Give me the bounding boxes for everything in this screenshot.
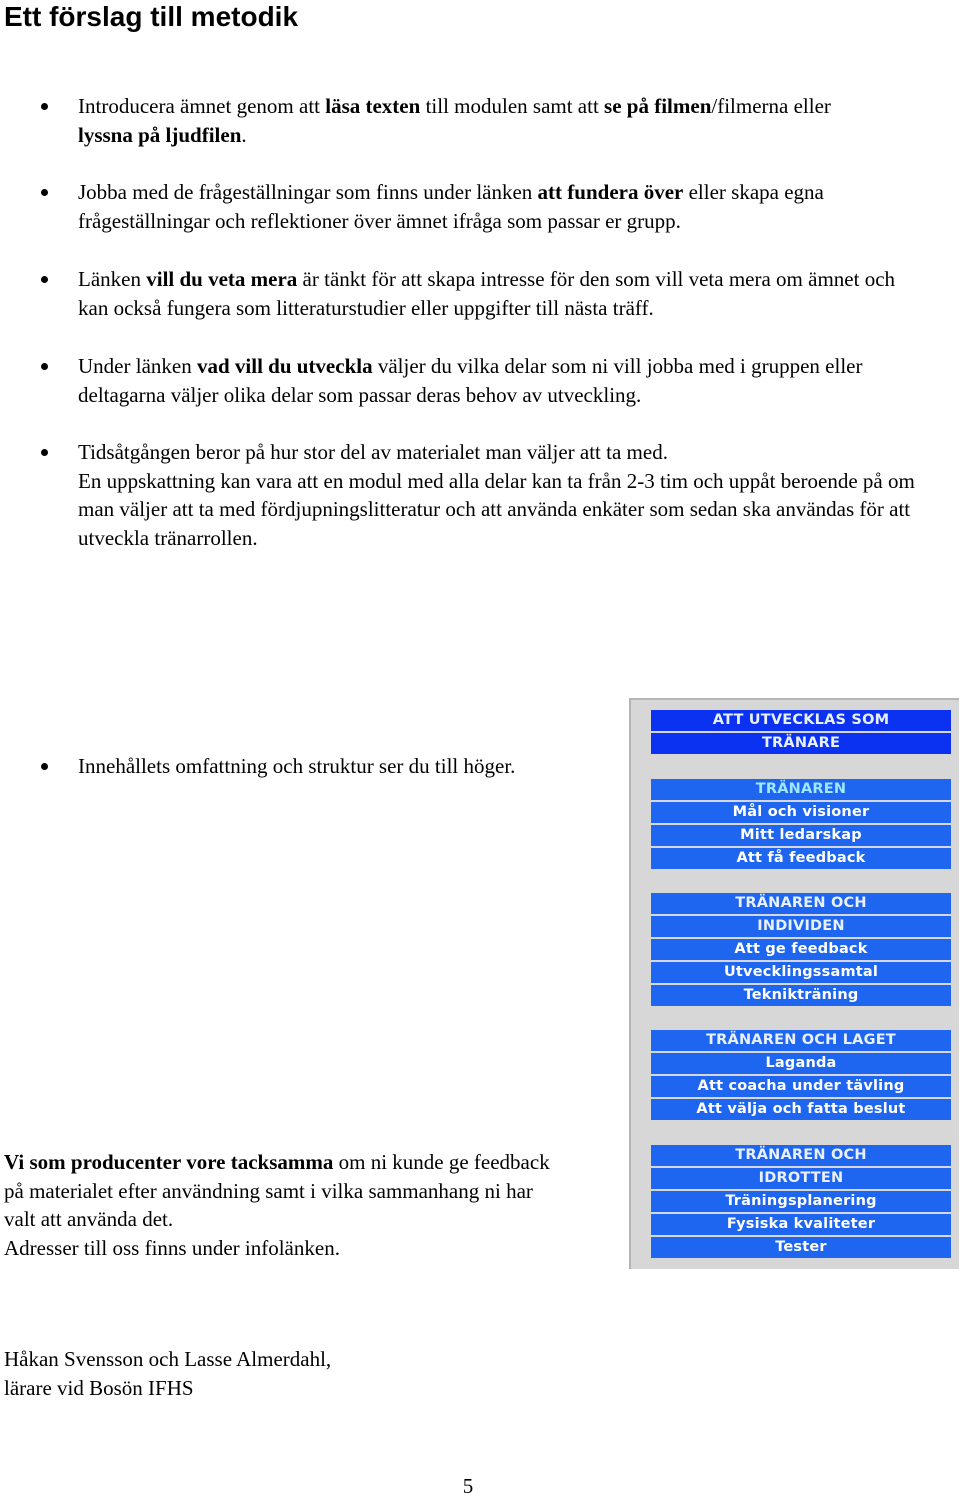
bullet-text-run: Länken [78,267,147,291]
bullet-dot [41,449,48,456]
bullet-text-run: Introducera ämnet genom att [78,94,326,118]
feedback-bold: Vi som producenter vore tacksamma [4,1150,334,1174]
menu-section-heading[interactable]: TRÄNAREN OCH [651,1145,951,1168]
bullet-text [78,438,920,552]
bullet-emphasis[interactable]: se på filmen [604,94,712,118]
authors-line2: lärare vid Bosön IFHS [4,1375,194,1400]
bullet-text-run: . [241,122,247,147]
menu-group [651,1030,951,1122]
menu-group [651,710,951,756]
module-navigation-menu [629,698,959,1269]
menu-link[interactable]: Att coacha under tävling [651,1076,951,1099]
bullet-emphasis[interactable]: läsa texten [325,94,421,118]
feedback-text: om ni kunde ge feedback på materialet efter användning samt i vilka sammanhang ni har valt att använda det. [4,1150,550,1232]
bullet-emphasis[interactable]: att fundera över [537,180,684,204]
bullet-emphasis[interactable]: lyssna på ljudfilen [78,122,242,147]
bullet-item [0,178,900,235]
bullet-emphasis[interactable]: vill du veta mera [146,267,298,291]
menu-link[interactable]: Att få feedback [651,848,951,871]
menu-link[interactable]: Teknikträning [651,985,951,1008]
menu-link[interactable]: Träningsplanering [651,1191,951,1214]
bullet-text [78,265,930,322]
bullet-text-run: /filmerna eller [711,94,831,118]
bullet-dot [41,276,48,283]
authors-line1: Håkan Svensson och Lasse Almerdahl, [4,1347,332,1371]
menu-link[interactable]: Utvecklingssamtal [651,962,951,985]
bullet-text-run: Under länken [78,354,197,378]
authors [4,1345,331,1402]
bullet-dot [41,103,48,110]
menu-group [651,893,951,1008]
bullet-text [78,352,880,409]
bullet-text-run: Jobba med de frågeställningar som finns under länken [78,180,538,204]
page-title: Ett förslag till metodik [4,1,299,32]
menu-section-heading[interactable]: IDROTTEN [651,1168,951,1191]
menu-section-heading[interactable]: ATT UTVECKLAS SOM [651,710,951,733]
bullet-text [78,92,860,149]
menu-link[interactable]: Mål och visioner [651,802,951,825]
bullet-text [78,752,600,781]
page-number: 5 [462,1474,474,1498]
bullet-emphasis[interactable]: vad vill du utveckla [196,354,373,378]
menu-link[interactable]: Fysiska kvaliteter [651,1214,951,1237]
menu-link[interactable]: Tester [651,1237,951,1260]
bullet-dot [41,763,48,770]
menu-section-heading[interactable]: INDIVIDEN [651,916,951,939]
menu-section-heading[interactable]: TRÄNARE [651,733,951,756]
feedback-address-line: Adresser till oss finns under infolänken. [4,1235,340,1260]
bullet-item [0,752,600,781]
menu-link[interactable]: Att välja och fatta beslut [651,1099,951,1122]
bullet-text-run: är tänkt för att skapa intresse för den som vill veta mera om ämnet och kan också fungera som litteraturstudier eller uppgifter till nästa träff. [78,267,896,320]
bullet-dot [41,363,48,370]
bullet-item [0,92,860,149]
bullet-text-run: till modulen samt att [420,94,605,118]
menu-link[interactable]: Att ge feedback [651,939,951,962]
menu-group [651,1145,951,1260]
bullet-text-run: eller skapa egna frågeställningar och reflektioner över ämnet ifråga som passar er grupp. [78,180,824,233]
bullet-item [0,352,880,409]
bullet-dot [41,189,48,196]
feedback-paragraph [4,1148,564,1262]
menu-group [651,779,951,871]
bullet-text [78,178,900,235]
menu-link[interactable]: Laganda [651,1053,951,1076]
bullet-text-run: Tidsåtgången beror på hur stor del av materialet man väljer att ta med. [78,440,668,464]
menu-section-heading[interactable]: TRÄNAREN OCH LAGET [651,1030,951,1053]
menu-section-heading[interactable]: TRÄNAREN OCH [651,893,951,916]
menu-link[interactable]: Mitt ledarskap [651,825,951,848]
bullet-text-run: En uppskattning kan vara att en modul med alla delar kan ta från 2-3 tim och uppåt beroende på om man väljer att ta med fördjupningslitteratur och att använda enkäter som sedan ska användas för att utveckla tränarrollen. [78,468,915,550]
bullet-item [0,265,930,322]
bullet-text-run: väljer du vilka delar som ni vill jobba med i gruppen eller deltagarna väljer olika delar som passar deras behov av utveckling. [78,354,863,407]
menu-section-heading[interactable]: TRÄNAREN [651,779,951,802]
bullet-item [0,438,920,552]
bullet-text-run: Innehållets omfattning och struktur ser du till höger. [78,754,516,778]
